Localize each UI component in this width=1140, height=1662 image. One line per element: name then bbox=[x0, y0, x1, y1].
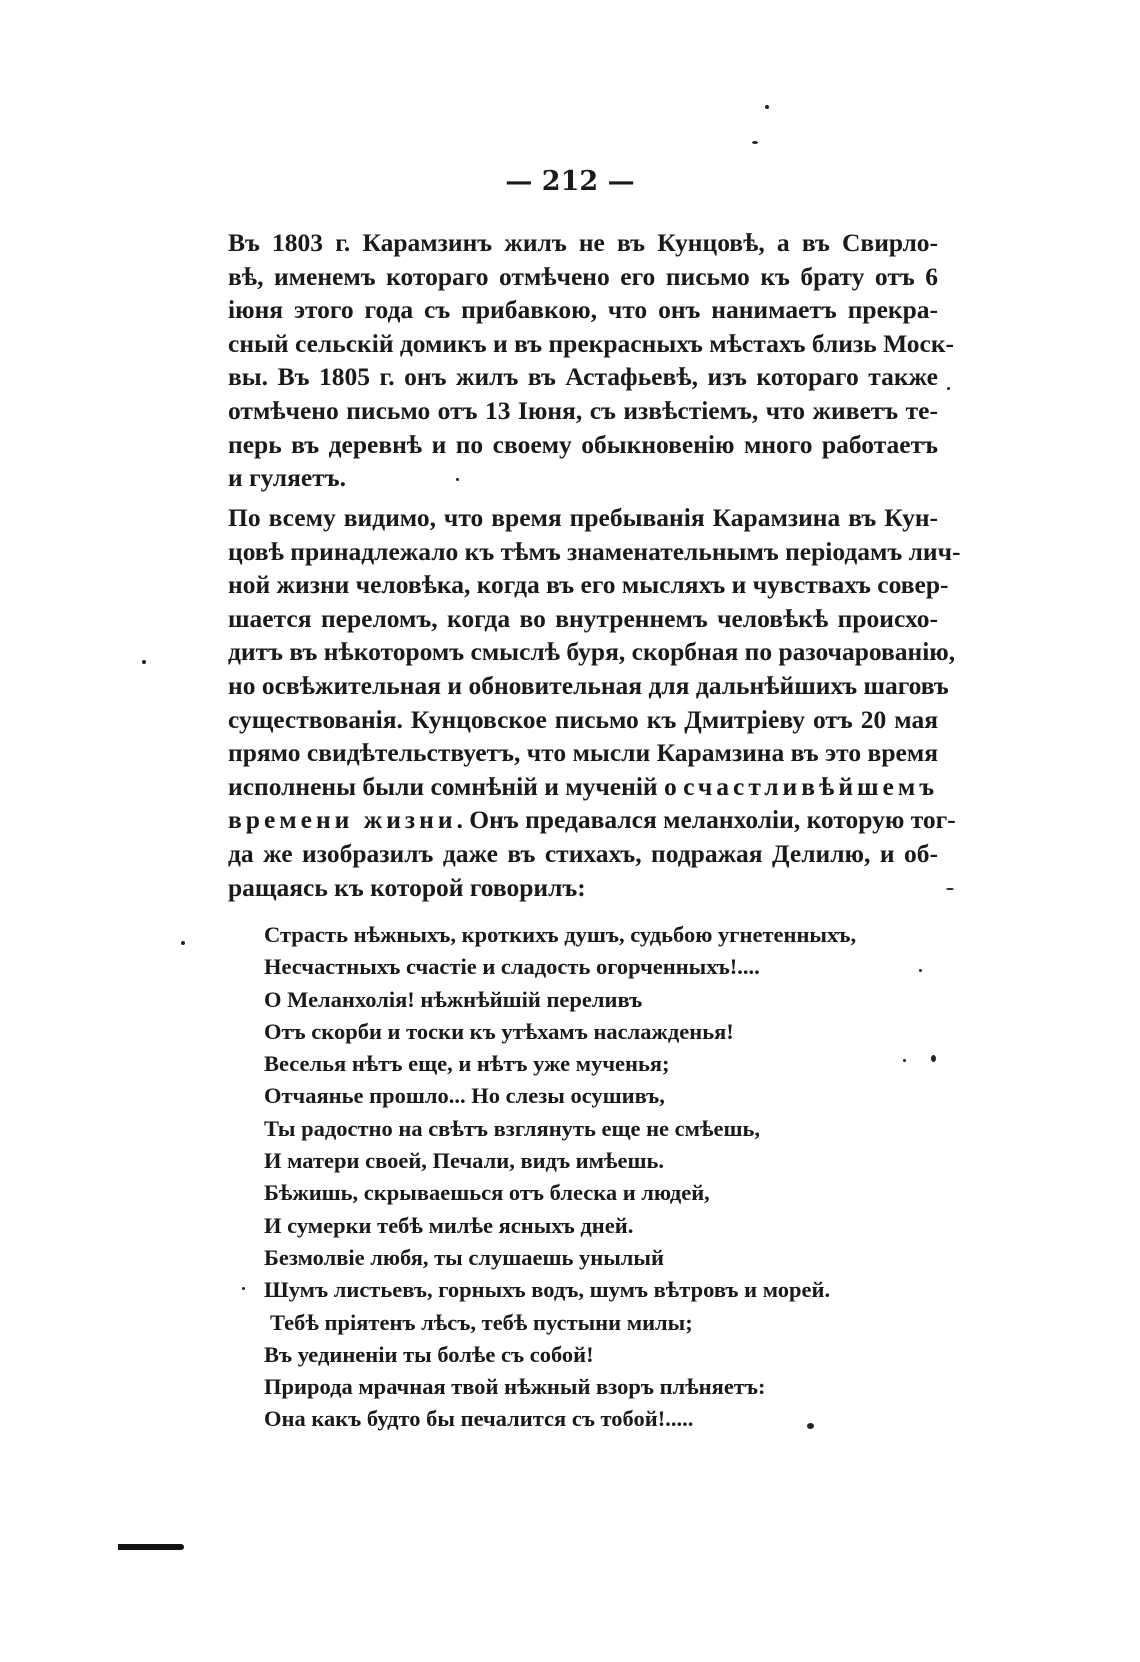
poem-verse: Несчастныхъ счастіе и сладость огорченныхъ!.... bbox=[264, 954, 760, 980]
poem-verse: И сумерки тебѣ милѣе ясныхъ дней. bbox=[264, 1212, 634, 1238]
poem-verse: Она какъ будто бы печалится съ тобой!..... bbox=[264, 1406, 694, 1432]
scan-speck bbox=[947, 387, 950, 390]
scan-speck bbox=[242, 1287, 245, 1290]
poem-verse: Въ уединеніи ты болѣе съ собой! bbox=[264, 1341, 594, 1367]
text-line: ращаясь къ которой говорилъ: bbox=[228, 872, 586, 902]
text-line: вы. Въ 1805 г. онъ жилъ въ Астафьевѣ, изъ котораго также bbox=[228, 362, 938, 392]
scan-speck bbox=[946, 888, 954, 890]
text-line: отмѣчено письмо отъ 13 Іюня, съ извѣстіемъ, что живетъ те- bbox=[228, 395, 938, 425]
poem-verse: Отчаянье прошло... Но слезы осушивъ, bbox=[264, 1083, 665, 1109]
text-line: іюня этого года съ прибавкою, что онъ нанимаетъ прекра- bbox=[228, 295, 938, 325]
scan-speck bbox=[142, 660, 146, 664]
poem-verse: О Меланхолія! нѣжнѣйшій переливъ bbox=[264, 986, 643, 1012]
poem-verse: Тебѣ пріятенъ лѣсъ, тебѣ пустыни милы; bbox=[270, 1309, 693, 1335]
text-line: цовѣ принадлежало къ тѣмъ знаменательнымъ періодамъ лич- bbox=[228, 536, 961, 566]
text-line: шается переломъ, когда во внутреннемъ человѣкѣ происхо- bbox=[228, 603, 938, 633]
emphasized-text: времени жизни bbox=[228, 805, 457, 835]
poem-verse: Безмолвіе любя, ты слушаешь унылый bbox=[264, 1244, 664, 1270]
text-line: прямо свидѣтельствуетъ, что мысли Карамзина въ это время bbox=[228, 738, 938, 768]
page-number: — 212 — bbox=[505, 166, 635, 197]
scan-speck bbox=[765, 105, 769, 109]
scan-speck bbox=[181, 941, 185, 945]
poem-quotation bbox=[264, 919, 856, 1436]
text-line: По всему видимо, что время пребыванія Карамзина въ Кун- bbox=[228, 503, 938, 532]
text-line bbox=[228, 803, 956, 837]
paragraph-1 bbox=[228, 226, 955, 495]
text-line: перь въ деревнѣ и по своему обыкновенію много работаетъ bbox=[228, 429, 938, 459]
scan-ink-mark bbox=[118, 1544, 184, 1550]
poem-verse: Природа мрачная твой нѣжный взоръ плѣняетъ: bbox=[264, 1374, 766, 1400]
text-run: исполнены были сомнѣній и мученій о bbox=[228, 771, 684, 801]
text-line bbox=[228, 770, 938, 804]
emphasized-text: счастливѣйшемъ bbox=[683, 771, 939, 801]
scan-speck bbox=[456, 478, 459, 481]
scan-speck bbox=[931, 1055, 936, 1062]
poem-verse: И матери своей, Печали, видъ имѣешь. bbox=[264, 1148, 664, 1174]
poem-verse: Ты радостно на свѣтъ взглянуть еще не смѣешь, bbox=[264, 1115, 760, 1141]
text-line: Въ 1803 г. Карамзинъ жилъ не въ Кунцовѣ, а въ Свирло- bbox=[228, 228, 938, 257]
text-line: сный сельскій домикъ и въ прекрасныхъ мѣстахъ близь Моск- bbox=[228, 328, 955, 358]
poem-verse: Шумъ листьевъ, горныхъ водъ, шумъ вѣтровъ и морей. bbox=[264, 1277, 831, 1303]
text-line: вѣ, именемъ котораго отмѣчено его письмо къ брату отъ 6 bbox=[228, 261, 938, 291]
scan-speck bbox=[903, 1059, 906, 1062]
poem-verse: Веселья нѣтъ еще, и нѣтъ уже мученья; bbox=[264, 1051, 670, 1077]
scan-speck bbox=[752, 141, 758, 144]
text-run: . Онъ предавался меланхоліи, которую тог- bbox=[456, 805, 956, 835]
text-line: но освѣжительная и обновительная для дальнѣйшихъ шаговъ bbox=[228, 670, 949, 700]
poem-verse: Страсть нѣжныхъ, кроткихъ душъ, судьбою угнетенныхъ, bbox=[264, 922, 857, 947]
text-line: дитъ въ нѣкоторомъ смыслѣ буря, скорбная по разочарованію, bbox=[228, 637, 956, 667]
text-line: и гуляетъ. bbox=[228, 463, 346, 493]
text-line: да же изобразилъ даже въ стихахъ, подражая Делилю, и об- bbox=[228, 838, 938, 868]
poem-verse: Отъ скорби и тоски къ утѣхамъ наслажденья! bbox=[264, 1018, 734, 1044]
paragraph-2 bbox=[228, 501, 961, 904]
scan-speck bbox=[807, 1423, 814, 1429]
scan-speck bbox=[919, 969, 922, 972]
poem-verse: Бѣжишь, скрываешься отъ блеска и людей, bbox=[264, 1180, 710, 1206]
text-line: ной жизни человѣка, когда въ его мысляхъ и чувствахъ совер- bbox=[228, 570, 949, 600]
text-line: существованія. Кунцовское письмо къ Дмитріеву отъ 20 мая bbox=[228, 704, 938, 734]
